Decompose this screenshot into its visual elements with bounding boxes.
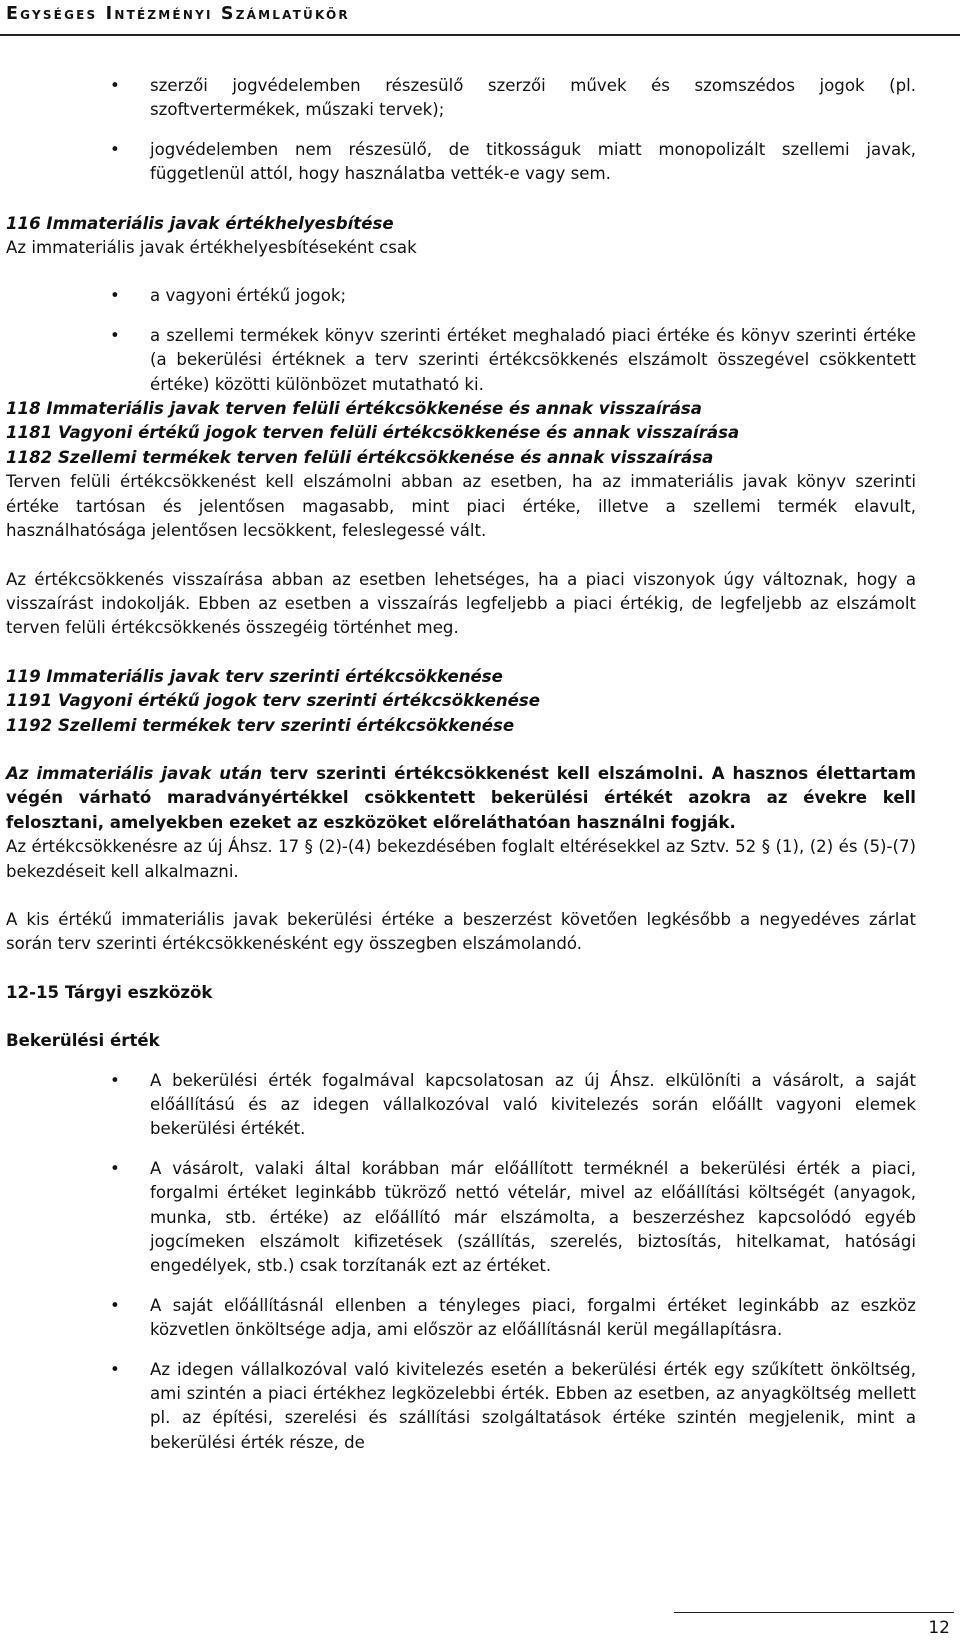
bullet-list-12-15 bbox=[6, 1069, 916, 1456]
bullet-icon: • bbox=[110, 1295, 120, 1315]
bullet-icon: • bbox=[110, 286, 120, 306]
paragraph: Az immateriális javak értékhelyesbítéseként csak bbox=[6, 238, 417, 258]
document-body bbox=[6, 74, 916, 1455]
section-heading-116: 116 Immateriális javak értékhelyesbítése bbox=[6, 213, 394, 233]
bullet-icon: • bbox=[110, 139, 120, 159]
page-number: 12 bbox=[928, 1618, 950, 1638]
list-item: • Az idegen vállalkozóval való kivitelezés esetén a bekerülési érték egy szűkített önköltség, ami szintén a piaci értékhez legközelebbi érték. Ebben az esetben, az anyagköltség mellett pl. az építési, szerelési és szállítási szolgáltatások értéke szintén megjelenik, mint a bekerülési érték része, de bbox=[110, 1359, 916, 1452]
paragraph: Az értékcsökkenés visszaírása abban az esetben lehetséges, ha a piaci viszonyok úgy változnak, hogy a visszaírást indokolják. Ebben az esetben a visszaírás legfeljebb a piaci értékig, de legfeljebb az elszámolt terven felüli értékcsökkenés összegéig történhet meg. bbox=[6, 569, 916, 638]
section-heading-1181: 1181 Vagyoni értékű jogok terven felüli értékcsökkenése és annak visszaírása bbox=[6, 423, 740, 443]
page-header: Egységes Intézményi Számlatükör bbox=[6, 4, 350, 24]
section-heading-1191: 1191 Vagyoni értékű jogok terv szerinti értékcsökkenése bbox=[6, 691, 541, 711]
list-item: • A saját előállításnál ellenben a tényleges piaci, forgalmi értéket leginkább az eszköz közvetlen önköltsége adja, ami először az előállításnál kerül megállapításra. bbox=[110, 1295, 916, 1340]
list-item: • jogvédelemben nem részesülő, de titkosságuk miatt monopolizált szellemi javak, függetlenül attól, hogy használatba vették-e vagy sem. bbox=[110, 139, 916, 184]
bullet-icon: • bbox=[110, 1359, 120, 1379]
section-heading-119: 119 Immateriális javak terv szerinti értékcsökkenése bbox=[6, 666, 503, 686]
bullet-icon: • bbox=[110, 1158, 120, 1178]
footer-rule bbox=[674, 1612, 954, 1613]
list-item: • a vagyoni értékű jogok; bbox=[6, 284, 916, 308]
section-heading-1182: 1182 Szellemi termékek terven felüli értékcsökkenése és annak visszaírása bbox=[6, 447, 714, 467]
section-heading-1192: 1192 Szellemi termékek terv szerinti értékcsökkenése bbox=[6, 715, 515, 735]
list-item: • a szellemi termékek könyv szerinti értéket meghaladó piaci értéke és könyv szerinti értéke (a bekerülési értéknek a terv szerinti értékcsökkenés elszámolt összegével csökkentett értéke) közötti különbözet mutatható ki. bbox=[110, 325, 916, 394]
header-rule bbox=[0, 34, 960, 36]
bullet-icon: • bbox=[110, 76, 120, 95]
list-item: • A bekerülési érték fogalmával kapcsolatosan az új Áhsz. elkülöníti a vásárolt, a saját előállítású és az idegen vállalkozóval való kivitelezés során előállt vagyoni elemek bekerülési értékét. bbox=[110, 1070, 916, 1139]
subheading-bekerulesi-ertek: Bekerülési érték bbox=[6, 1031, 160, 1051]
bullet-icon: • bbox=[110, 1070, 120, 1090]
section-heading-118: 118 Immateriális javak terven felüli értékcsökkenése és annak visszaírása bbox=[6, 399, 703, 419]
paragraph: A kis értékű immateriális javak bekerülési értéke a beszerzést követően legkésőbb a negyedéves zárlat során terv szerinti értékcsökkenésként egy összegben elszámolandó. bbox=[6, 909, 916, 954]
bullet-icon: • bbox=[110, 325, 120, 345]
section-heading-12-15: 12-15 Tárgyi eszközök bbox=[6, 982, 213, 1002]
bold-lead-text: Az immateriális javak után bbox=[6, 763, 263, 783]
bold-paragraph: Az immateriális javak után terv szerinti értékcsökkenést kell elszámolni. A hasznos élettartam végén várható maradványértékkel csökkentett bekerülési értékét azokra az évekre kell felosztani, amelyekben ezeket az eszközöket előreláthatóan használni fogják. bbox=[6, 763, 916, 832]
bullet-list-116 bbox=[6, 284, 916, 397]
bullet-list-top bbox=[6, 74, 916, 187]
paragraph: Az értékcsökkenésre az új Áhsz. 17 § (2)-(4) bekezdésében foglalt eltérésekkel az Sztv. 52 § (1), (2) és (5)-(7) bekezdéseit kell alkalmazni. bbox=[6, 837, 916, 881]
list-item: • A vásárolt, valaki által korábban már előállított terméknél a bekerülési érték a piaci, forgalmi értéket leginkább tükröző nettó vételár, mivel az előállítási költségét (anyagok, munka, stb. értéke) az előállító már elszámolta, a beszerzéshez kapcsolódó egyéb jogcímeken elszámolt kifizetések (szállítás, szerelés, biztosítás, hitelkamat, hatósági engedélyek, stb.) csak torzítanák ezt az értéket. bbox=[110, 1158, 916, 1276]
list-item: • szerzői jogvédelemben részesülő szerzői művek és szomszédos jogok (pl. szoftvertermékek, műszaki tervek); bbox=[110, 76, 916, 120]
paragraph: Terven felüli értékcsökkenést kell elszámolni abban az esetben, ha az immateriális javak könyv szerinti értéke tartósan és jelentősen magasabb, mint piaci értéke, illetve a szellemi termék elavult, használhatósága jelentősen lecsökkent, feleslegessé vált. bbox=[6, 472, 916, 541]
